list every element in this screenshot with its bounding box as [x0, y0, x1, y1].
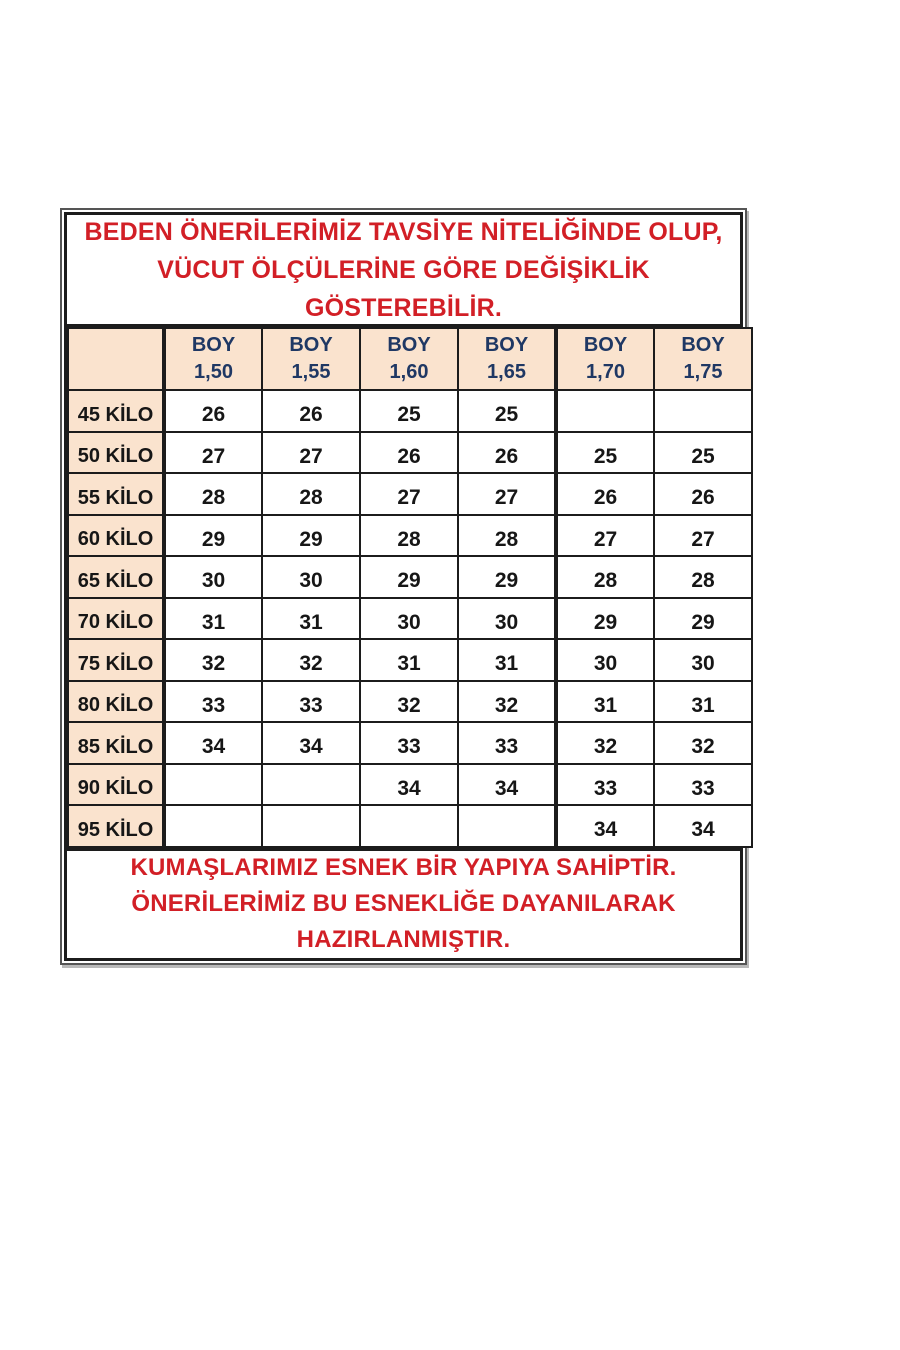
disclaimer-top-line1: BEDEN ÖNERİLERİMİZ TAVSİYE NİTELİĞİNDE OLUP, [84, 217, 723, 246]
weight-row-label: 70 KİLO [68, 598, 164, 640]
column-header-height: 1,55 [291, 361, 331, 383]
size-cell: 34 [164, 722, 262, 764]
size-cell: 30 [654, 639, 752, 681]
column-header-prefix: BOY [387, 334, 431, 356]
size-cell [262, 805, 360, 847]
size-cell: 31 [458, 639, 556, 681]
size-cell: 32 [164, 639, 262, 681]
table-row [68, 722, 752, 764]
weight-row-label: 50 KİLO [68, 432, 164, 474]
size-cell: 25 [556, 432, 654, 474]
table-row [68, 805, 752, 847]
size-cell: 33 [556, 764, 654, 806]
size-cell: 27 [164, 432, 262, 474]
size-cell: 28 [556, 556, 654, 598]
size-cell: 31 [556, 681, 654, 723]
size-cell: 26 [164, 390, 262, 432]
size-cell: 34 [360, 764, 458, 806]
column-header-height: 1,65 [487, 361, 526, 383]
column-header-prefix: BOY [191, 334, 236, 356]
size-cell [164, 805, 262, 847]
disclaimer-bottom-line2: ÖNERİLERİMİZ BU ESNEKLİĞE DAYANILARAK [131, 890, 676, 917]
size-cell: 28 [360, 515, 458, 557]
table-row [68, 639, 752, 681]
column-header [654, 328, 752, 390]
table-row [68, 556, 752, 598]
size-cell: 34 [458, 764, 556, 806]
disclaimer-bottom-banner [67, 848, 740, 958]
size-table-body [68, 390, 752, 847]
column-header [458, 328, 556, 390]
column-header-prefix: BOY [583, 334, 628, 356]
size-cell: 34 [262, 722, 360, 764]
size-cell: 32 [556, 722, 654, 764]
column-header-prefix: BOY [289, 334, 333, 356]
size-cell: 32 [262, 639, 360, 681]
column-header [556, 328, 654, 390]
size-cell: 30 [360, 598, 458, 640]
size-cell [458, 805, 556, 847]
size-table [67, 327, 753, 848]
size-cell: 33 [360, 722, 458, 764]
disclaimer-top-banner [67, 215, 740, 327]
size-cell: 33 [458, 722, 556, 764]
size-cell [556, 390, 654, 432]
table-row [68, 515, 752, 557]
column-header-height: 1,50 [194, 361, 233, 383]
weight-row-label: 75 KİLO [68, 639, 164, 681]
column-header-prefix: BOY [484, 334, 529, 356]
size-cell: 29 [458, 556, 556, 598]
size-cell: 31 [360, 639, 458, 681]
corner-cell [68, 328, 164, 390]
size-table-head [68, 328, 752, 390]
table-row [68, 681, 752, 723]
size-cell: 32 [458, 681, 556, 723]
size-cell: 30 [262, 556, 360, 598]
size-cell: 28 [164, 473, 262, 515]
size-cell [262, 764, 360, 806]
size-cell: 32 [654, 722, 752, 764]
size-cell: 26 [262, 390, 360, 432]
size-cell: 27 [360, 473, 458, 515]
size-cell: 31 [654, 681, 752, 723]
disclaimer-bottom-line3: HAZIRLANMIŞTIR. [296, 926, 511, 953]
size-cell: 26 [360, 432, 458, 474]
size-cell: 28 [654, 556, 752, 598]
size-cell: 25 [458, 390, 556, 432]
weight-row-label: 45 KİLO [68, 390, 164, 432]
weight-row-label: 55 KİLO [68, 473, 164, 515]
weight-row-label: 95 KİLO [68, 805, 164, 847]
size-cell: 27 [654, 515, 752, 557]
header-row [68, 328, 752, 390]
size-cell [654, 390, 752, 432]
size-cell: 26 [556, 473, 654, 515]
column-header-height: 1,60 [389, 361, 429, 383]
size-cell: 34 [556, 805, 654, 847]
size-cell: 28 [262, 473, 360, 515]
size-cell: 31 [164, 598, 262, 640]
weight-row-label: 65 KİLO [68, 556, 164, 598]
weight-row-label: 85 KİLO [68, 722, 164, 764]
size-cell: 30 [164, 556, 262, 598]
size-cell: 33 [654, 764, 752, 806]
table-row [68, 432, 752, 474]
size-cell: 29 [360, 556, 458, 598]
table-row [68, 473, 752, 515]
size-cell: 25 [360, 390, 458, 432]
size-cell: 33 [262, 681, 360, 723]
weight-row-label: 60 KİLO [68, 515, 164, 557]
column-header-prefix: BOY [681, 334, 725, 356]
disclaimer-top-line2: VÜCUT ÖLÇÜLERİNE GÖRE DEĞİŞİKLİK GÖSTEREBİLİR. [157, 255, 650, 322]
size-cell: 29 [654, 598, 752, 640]
size-cell: 29 [164, 515, 262, 557]
size-chart-frame [60, 208, 747, 965]
column-header [164, 328, 262, 390]
size-cell: 26 [654, 473, 752, 515]
size-cell: 32 [360, 681, 458, 723]
size-cell [164, 764, 262, 806]
size-cell: 31 [262, 598, 360, 640]
size-cell: 27 [458, 473, 556, 515]
table-row [68, 764, 752, 806]
size-cell: 29 [556, 598, 654, 640]
column-header [262, 328, 360, 390]
size-cell: 34 [654, 805, 752, 847]
weight-row-label: 90 KİLO [68, 764, 164, 806]
size-cell: 30 [458, 598, 556, 640]
size-cell: 29 [262, 515, 360, 557]
size-cell: 26 [458, 432, 556, 474]
table-row [68, 390, 752, 432]
size-cell: 33 [164, 681, 262, 723]
size-cell: 25 [654, 432, 752, 474]
weight-row-label: 80 KİLO [68, 681, 164, 723]
size-cell: 27 [262, 432, 360, 474]
size-chart-inner [64, 212, 743, 961]
column-header-height: 1,70 [586, 361, 625, 383]
column-header [360, 328, 458, 390]
size-cell: 30 [556, 639, 654, 681]
size-cell [360, 805, 458, 847]
column-header-height: 1,75 [683, 361, 723, 383]
size-cell: 28 [458, 515, 556, 557]
table-row [68, 598, 752, 640]
size-cell: 27 [556, 515, 654, 557]
disclaimer-bottom-line1: KUMAŞLARIMIZ ESNEK BİR YAPIYA SAHİPTİR. [130, 854, 677, 881]
